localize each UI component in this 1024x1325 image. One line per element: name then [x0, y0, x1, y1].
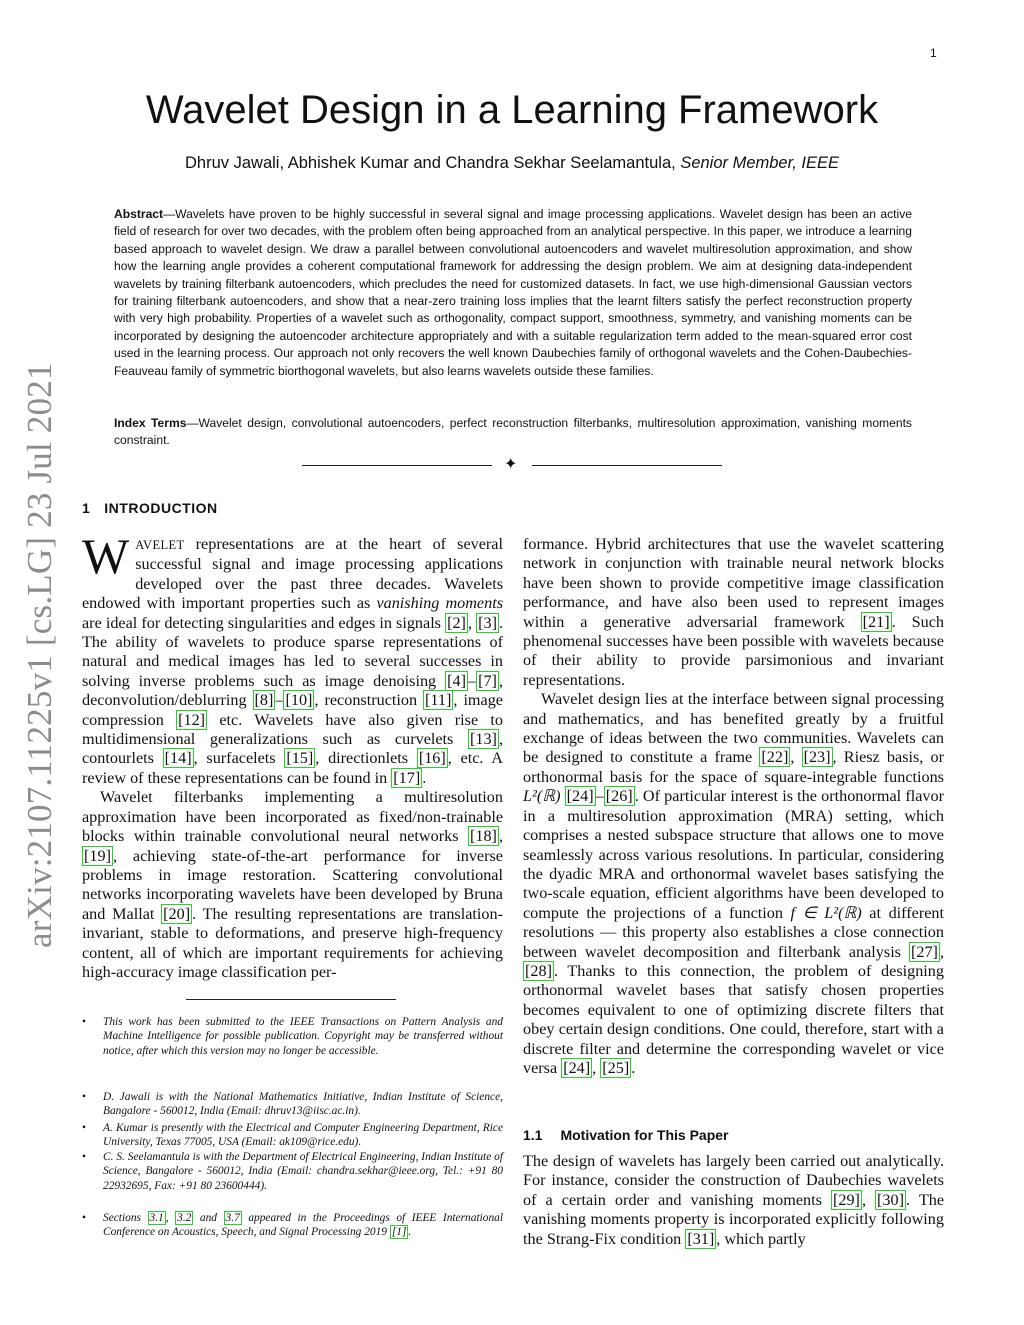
citation-link[interactable]: [13] — [469, 730, 497, 749]
citation-link[interactable]: [12] — [178, 710, 206, 729]
text-run: , — [498, 827, 503, 846]
intro-paragraph-2 — [82, 788, 503, 982]
footnote-proceedings — [82, 1211, 503, 1240]
motivation-paragraph-1 — [523, 1152, 944, 1249]
text-run: , — [592, 1058, 601, 1077]
text-run: . The ability of wavelets to produce sparse representations of natural and medical images has led to several successes in solving inverse problems such as image denoising — [82, 613, 504, 690]
citation-link[interactable]: [4] — [447, 671, 466, 690]
index-terms — [114, 415, 912, 450]
text-run: Wavelet design lies at the interface between signal processing and mathematics, and has benefited greatly by a fruitful exchange of ideas between the two communities. Wavelets can be designed to constitute a frame — [523, 690, 944, 767]
citation-link[interactable]: [2] — [447, 613, 466, 632]
intro-paragraph-4 — [523, 690, 944, 1078]
citation-link[interactable]: [25] — [602, 1058, 630, 1077]
citation-link[interactable]: [22] — [761, 748, 789, 767]
text-run: The design of wavelets has largely been carried out analytically. For instance, consider the construction of Daubechies wavelets of a certain order and vanishing moments — [523, 1152, 944, 1209]
text-run: formance. Hybrid architectures that use the wavelet scattering network in conjunction with trainable neural network blocks have been shown to provide competitive image classification performance, and have also been used to represent images within a generative adversarial framework — [523, 535, 944, 631]
index-terms-label: Index Terms — [114, 416, 187, 430]
text-run: , reconstruction — [314, 691, 424, 710]
footnote-affiliation-3 — [82, 1150, 503, 1193]
drop-cap: W — [82, 528, 130, 584]
citation-link[interactable]: [29] — [832, 1190, 860, 1209]
section-title: INTRODUCTION — [104, 500, 218, 516]
citation-link[interactable]: [14] — [164, 749, 192, 768]
text-run: , achieving state-of-the-art performance for inverse problems in image restoration. Scattering convolutional networks incorporating wavelets have been developed by Bruna and Mallat — [82, 846, 503, 923]
citation-link[interactable]: [19] — [84, 846, 111, 865]
citation-link[interactable]: [23] — [803, 748, 831, 767]
citation-link[interactable]: [11] — [425, 691, 452, 710]
text-run: . Such phenomenal successes have been possible with wavelets because of their ability to provide parsimonious and invariant representations. — [523, 612, 944, 689]
subsection-title: Motivation for This Paper — [560, 1127, 729, 1143]
section-link[interactable]: 3.2 — [177, 1212, 192, 1224]
index-terms-text: —Wavelet design, convolutional autoencoders, perfect reconstruction filterbanks, multiresolution approximation, vanishing moments constraint. — [114, 416, 912, 448]
citation-link[interactable]: [16] — [418, 749, 446, 768]
section-heading — [82, 500, 218, 516]
intro-paragraph-3 — [523, 535, 944, 690]
citation-link[interactable]: [28] — [525, 961, 552, 980]
divider-line-right — [532, 465, 722, 466]
section-divider — [302, 456, 722, 476]
author-membership: Senior Member, IEEE — [680, 154, 839, 172]
text-run: , Riesz basis, or orthonormal basis for the space of square-integrable functions — [523, 748, 945, 786]
text-run: , — [467, 613, 477, 632]
abstract-label: Abstract — [114, 207, 164, 221]
bullet-icon: • — [82, 1212, 86, 1224]
citation-link[interactable]: [26] — [605, 787, 633, 806]
text-run: and — [193, 1212, 224, 1224]
text-run: . — [631, 1058, 636, 1077]
citation-link[interactable]: [20] — [163, 904, 191, 923]
citation-link[interactable]: [10] — [285, 691, 313, 710]
citation-link[interactable]: [31] — [687, 1229, 715, 1248]
text-run: , contourlets — [82, 730, 503, 768]
divider-star-icon: ✦ — [504, 454, 518, 473]
text-run: , etc. A review of these representations can be found in — [82, 749, 503, 787]
footnote-affiliation-2 — [82, 1121, 503, 1150]
section-number: 1 — [82, 500, 91, 516]
bullet-icon: • — [82, 1091, 86, 1103]
text-run: appeared in the Proceedings of IEEE International Conference on Acoustics, Speech, and Signal Processing 2019 — [103, 1212, 504, 1239]
footnote-submission — [82, 1015, 503, 1058]
text-run: , deconvolution/deblurring — [82, 671, 503, 710]
section-link[interactable]: 3.1 — [149, 1212, 164, 1224]
author-names: Dhruv Jawali, Abhishek Kumar and Chandra Sekhar Seelamantula, — [185, 154, 676, 172]
text-run: , — [165, 1212, 176, 1224]
intro-paragraph-1 — [82, 528, 504, 788]
abstract — [114, 206, 912, 380]
footnote-text: D. Jawali is with the National Mathematics Initiative, Indian Institute of Science, Bangalore - 560012, India (Email: dhruv13@iisc.ac.in). — [103, 1091, 503, 1118]
abstract-text: —Wavelets have proven to be highly successful in several signal and image processing applications. Wavelet design has been an active field of research for over two decades, with the problem often being approached from an analytical perspective. In this paper, we introduce a learning based approach to wavelet design. We draw a parallel between convolutional autoencoders and wavelet multiresolution approximation, and show how the learning angle provides a coherent computational framework for addressing the design problem. We aim at designing data-independent wavelets by training filterbank autoencoders, which precludes the need for customized datasets. In fact, we use high-dimensional Gaussian vectors for training filterbank autoencoders, and show that a near-zero training loss implies that the learnt filters satisfy the perfect reconstruction property with very high probability. Properties of a wavelet such as orthogonality, compact support, smoothness, symmetry, and vanishing moments can be incorporated by designing the autoencoder architecture appropriately and with a suitable regularization term added to the mean-squared error cost used in the learning process. Our approach not only recovers the well known Daubechies family of orthogonal wavelets and the Cohen-Daubechies-Feauveau family of symmetric biorthogonal wavelets, but also learns wavelets outside these families. — [114, 207, 912, 378]
motivation-paragraph — [523, 1152, 944, 1249]
citation-link[interactable]: [30] — [877, 1190, 905, 1209]
left-column — [82, 528, 504, 982]
right-column — [523, 535, 944, 1078]
footnote-text — [103, 1211, 503, 1240]
text-run: , directionlets — [315, 749, 417, 768]
paper-title: Wavelet Design in a Learning Framework — [145, 88, 879, 132]
citation-link[interactable]: [24] — [566, 787, 594, 806]
text-run: , — [861, 1190, 876, 1209]
footnote-affiliation-1 — [82, 1090, 503, 1119]
text-run: Wavelet filterbanks implementing a multiresolution approximation have been incorporated as fixed/non-trainable blocks within trainable convolutional neural networks — [82, 788, 503, 846]
citation-link[interactable]: [7] — [478, 671, 497, 690]
text-run: , — [790, 748, 802, 767]
text-run: . The resulting representations are translation-invariant, stable to deformations, and preserve high-frequency content, all of which are important requirements for achieving high-accuracy image classification per- — [82, 904, 503, 981]
math-expression: f ∈ L²(ℝ) — [790, 903, 862, 922]
text-run: . — [408, 1226, 412, 1239]
text-run: Sections — [103, 1212, 148, 1224]
text-run: , image compression — [82, 691, 503, 729]
citation-link[interactable]: [24] — [563, 1058, 591, 1077]
section-link[interactable]: 3.7 — [225, 1212, 240, 1224]
text-run: . Of particular interest is the orthonormal flavor in a multiresolution approximation (MRA) setting, which comprises a nested subspace structure that allows one to move seamlessly across various resolutions. In particular, considering the dyadic MRA and orthonormal wavelet bases satisfying the two-scale equation, efficient algorithms have been developed to compute the projections of a function — [523, 787, 944, 922]
citation-link[interactable]: [1] — [391, 1226, 407, 1239]
text-run: , — [939, 942, 944, 961]
bullet-icon: • — [82, 1122, 86, 1134]
footnote-rule — [186, 999, 396, 1000]
text-run: etc. Wavelets have also given rise to multidimensional generalizations such as curvelets — [82, 710, 503, 749]
text-run: , which partly — [716, 1229, 806, 1248]
citation-link[interactable]: [3] — [478, 613, 497, 632]
page-number: 1 — [930, 46, 937, 60]
citation-link[interactable]: [17] — [393, 768, 421, 787]
math-expression: L²(ℝ) — [523, 787, 561, 806]
footnote-text: This work has been submitted to the IEEE Transactions on Pattern Analysis and Machine Intelligence for possible publication. Copyright may be transferred without notice, after which this version may no longer be accessible. — [103, 1016, 503, 1057]
text-run: , surfacelets — [193, 749, 285, 768]
arxiv-identifier-stamp: arXiv:2107.11225v1 [cs.LG] 23 Jul 2021 — [20, 362, 59, 948]
lead-smallcaps: AVELET — [135, 538, 185, 552]
text-run: at different resolutions — this property also establishes a close connection between wavelet decomposition and filterbank analysis — [523, 903, 944, 961]
text-run: are ideal for detecting singularities and edges in signals — [82, 613, 446, 632]
text-run: – — [467, 671, 477, 690]
text-run: . — [422, 768, 427, 787]
author-line — [0, 154, 1024, 173]
emphasis-text: vanishing moments — [376, 594, 503, 613]
citation-link[interactable]: [27] — [910, 942, 938, 961]
subsection-number: 1.1 — [523, 1127, 543, 1143]
footnote-text: A. Kumar is presently with the Electrical and Computer Engineering Department, Rice University, Texas 77005, USA (Email: ak109@rice.edu). — [103, 1122, 503, 1149]
citation-link[interactable]: [18] — [469, 827, 497, 846]
citation-link[interactable]: [15] — [286, 749, 314, 768]
text-run: . Thanks to this connection, the problem of designing orthonormal wavelet bases that satisfy chosen properties becomes equivalent to one of optimizing discrete filters that obey certain design conditions. One could, therefore, start with a discrete filter and determine the corresponding wavelet or vice versa — [523, 961, 944, 1077]
text-run: – — [595, 787, 604, 806]
text-run: representations are at the heart of several successful signal and image processing applications developed over the past three decades. Wavelets endowed with important properties such as — [82, 535, 503, 613]
citation-link[interactable]: [21] — [862, 612, 890, 631]
citation-link[interactable]: [8] — [254, 691, 274, 710]
text-run: – — [275, 691, 284, 710]
footnote-text: C. S. Seelamantula is with the Department of Electrical Engineering, Indian Institute of Science, Bangalore - 560012, India (Email: chandra.sekhar@ieee.org, Tel.: +91 80 22932695, Fax: +91 80 23600444). — [103, 1151, 503, 1192]
bullet-icon: • — [82, 1016, 86, 1028]
divider-line-left — [302, 465, 492, 466]
subsection-heading — [523, 1127, 728, 1143]
bullet-icon: • — [82, 1151, 86, 1163]
text-run: . The vanishing moments property is incorporated explicitly following the Strang-Fix condition — [523, 1190, 944, 1248]
